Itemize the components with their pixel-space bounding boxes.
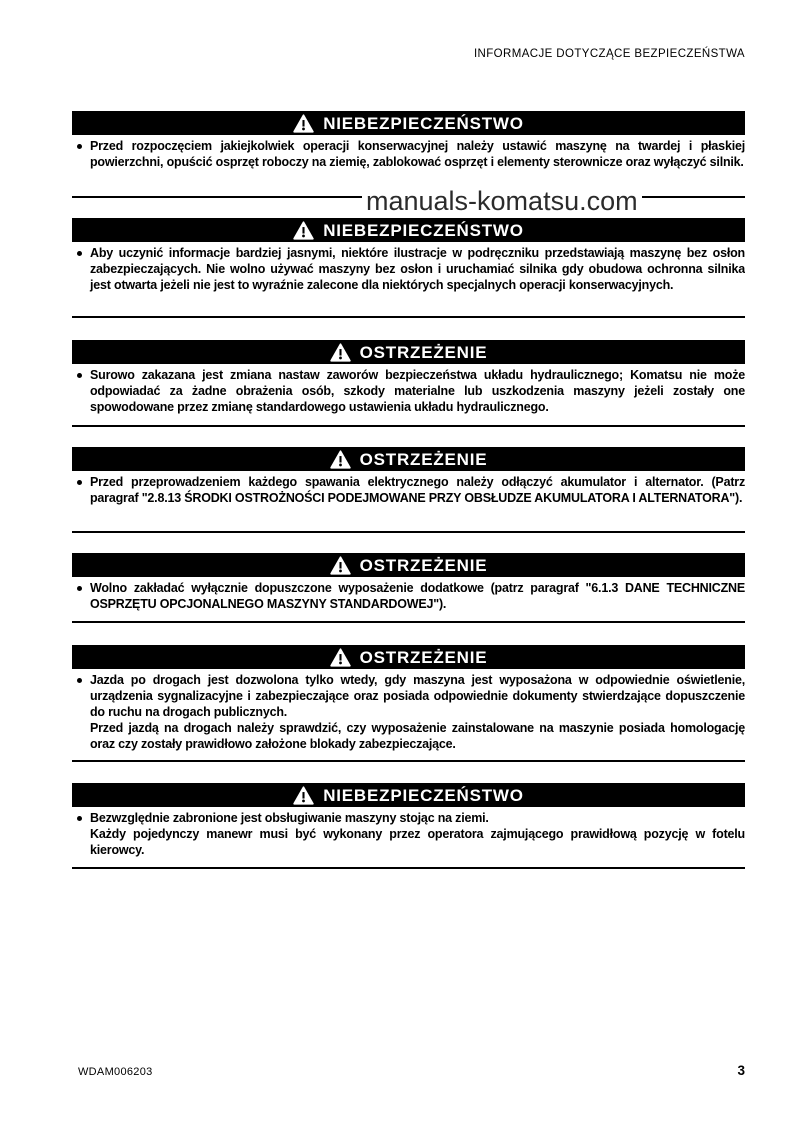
warning-block-3 [72,553,745,623]
warning-paragraph: Przed rozpoczęciem jakiejkolwiek operacji konserwacyjnej należy ustawić maszynę na twardej i płaskiej powierzchni, opuścić osprzęt roboczy na ziemię, zablokować osprzęt i elementy sterownicze oraz wyłączyć silnik. [90,139,745,169]
warning-body [72,810,745,858]
danger-block-3 [72,783,745,869]
banner-title: OSTRZEŻENIE [359,450,488,469]
banner-title: OSTRZEŻENIE [359,556,488,575]
page-number: 3 [737,1063,745,1078]
banner-title: NIEBEZPIECZEŃSTWO [323,114,524,133]
bullet-icon [77,144,82,149]
warning-triangle-icon [293,221,314,240]
danger-banner [72,111,745,135]
banner-title: OSTRZEŻENIE [359,648,488,667]
danger-block-2 [72,218,745,318]
warning-paragraph: Surowo zakazana jest zmiana nastaw zaworów bezpieczeństwa układu hydraulicznego; Komatsu nie może odpowiadać za żadne obrażenia osób, szkody materialne lub uszkodzenia maszyny jeżeli zostały one spowodowane przez zmianę standardowego ustawienia układu hydraulicznego. [90,368,745,414]
bullet-icon [77,586,82,591]
warning-paragraph: Wolno zakładać wyłącznie dopuszczone wyposażenie dodatkowe (patrz paragraf "6.1.3 DANE TECHNICZNE OSPRZĘTU OPCJONALNEGO MASZYNY STANDARDOWEJ"). [90,581,745,611]
bullet-icon [77,251,82,256]
warning-triangle-icon [330,648,351,667]
bullet-icon [77,373,82,378]
danger-banner [72,218,745,242]
danger-block-1 [72,111,745,198]
warning-paragraph: Aby uczynić informacje bardziej jasnymi, niektóre ilustracje w podręczniku przedstawiają maszynę bez osłon zabezpieczających. Nie wolno używać maszyny bez osłon i uruchamiać silnika gdy obudowa ochronna silnika jest otwarta jeżeli nie jest to wyraźnie zalecone dla niektórych specjalnych operacji konserwacyjnych. [90,246,745,292]
warning-body [72,138,745,170]
warning-banner [72,340,745,364]
danger-banner [72,783,745,807]
warning-paragraph: Przed przeprowadzeniem każdego spawania elektrycznego należy odłączyć akumulator i alternator. (Patrz paragraf "2.8.13 ŚRODKI OSTROŻNOŚCI PODEJMOWANE PRZY OBSŁUDZE AKUMULATORA I ALTERNATORA"). [90,475,745,505]
document-code: WDAM006203 [78,1066,153,1078]
warning-paragraph: Jazda po drogach jest dozwolona tylko wtedy, gdy maszyna jest wyposażona w odpowiednie oświetlenie, urządzenia sygnalizacyjne i zabezpieczające oraz posiada odpowiednie dokumenty stwierdzające dopuszczenie do ruchu na drogach publicznych. [90,673,745,719]
banner-title: NIEBEZPIECZEŃSTWO [323,786,524,805]
bullet-icon [77,678,82,683]
page-header: INFORMACJE DOTYCZĄCE BEZPIECZEŃSTWA [473,48,745,60]
warning-body [72,672,745,752]
warning-banner [72,645,745,669]
warning-block-2 [72,447,745,533]
warning-body [72,367,745,415]
banner-title: NIEBEZPIECZEŃSTWO [323,221,524,240]
warning-block-1 [72,340,745,427]
watermark-text: manuals-komatsu.com [362,188,642,215]
warning-triangle-icon [330,556,351,575]
warning-triangle-icon [330,343,351,362]
warning-body [72,474,745,506]
warning-banner [72,553,745,577]
warning-paragraph: Każdy pojedynczy manewr musi być wykonany przez operatora zajmującego prawidłową pozycję w fotelu kierowcy. [90,827,745,857]
warning-paragraph: Przed jazdą na drogach należy sprawdzić, czy wyposażenie zainstalowane na maszynie posiada homologację oraz czy zostały prawidłowo założone blokady zabezpieczające. [90,721,745,751]
warning-body [72,580,745,612]
bullet-icon [77,480,82,485]
warning-triangle-icon [293,114,314,133]
warning-block-4 [72,645,745,762]
warning-triangle-icon [293,786,314,805]
warning-banner [72,447,745,471]
banner-title: OSTRZEŻENIE [359,343,488,362]
warning-paragraph: Bezwzględnie zabronione jest obsługiwanie maszyny stojąc na ziemi. [90,811,489,825]
warning-body [72,245,745,293]
warning-triangle-icon [330,450,351,469]
bullet-icon [77,816,82,821]
